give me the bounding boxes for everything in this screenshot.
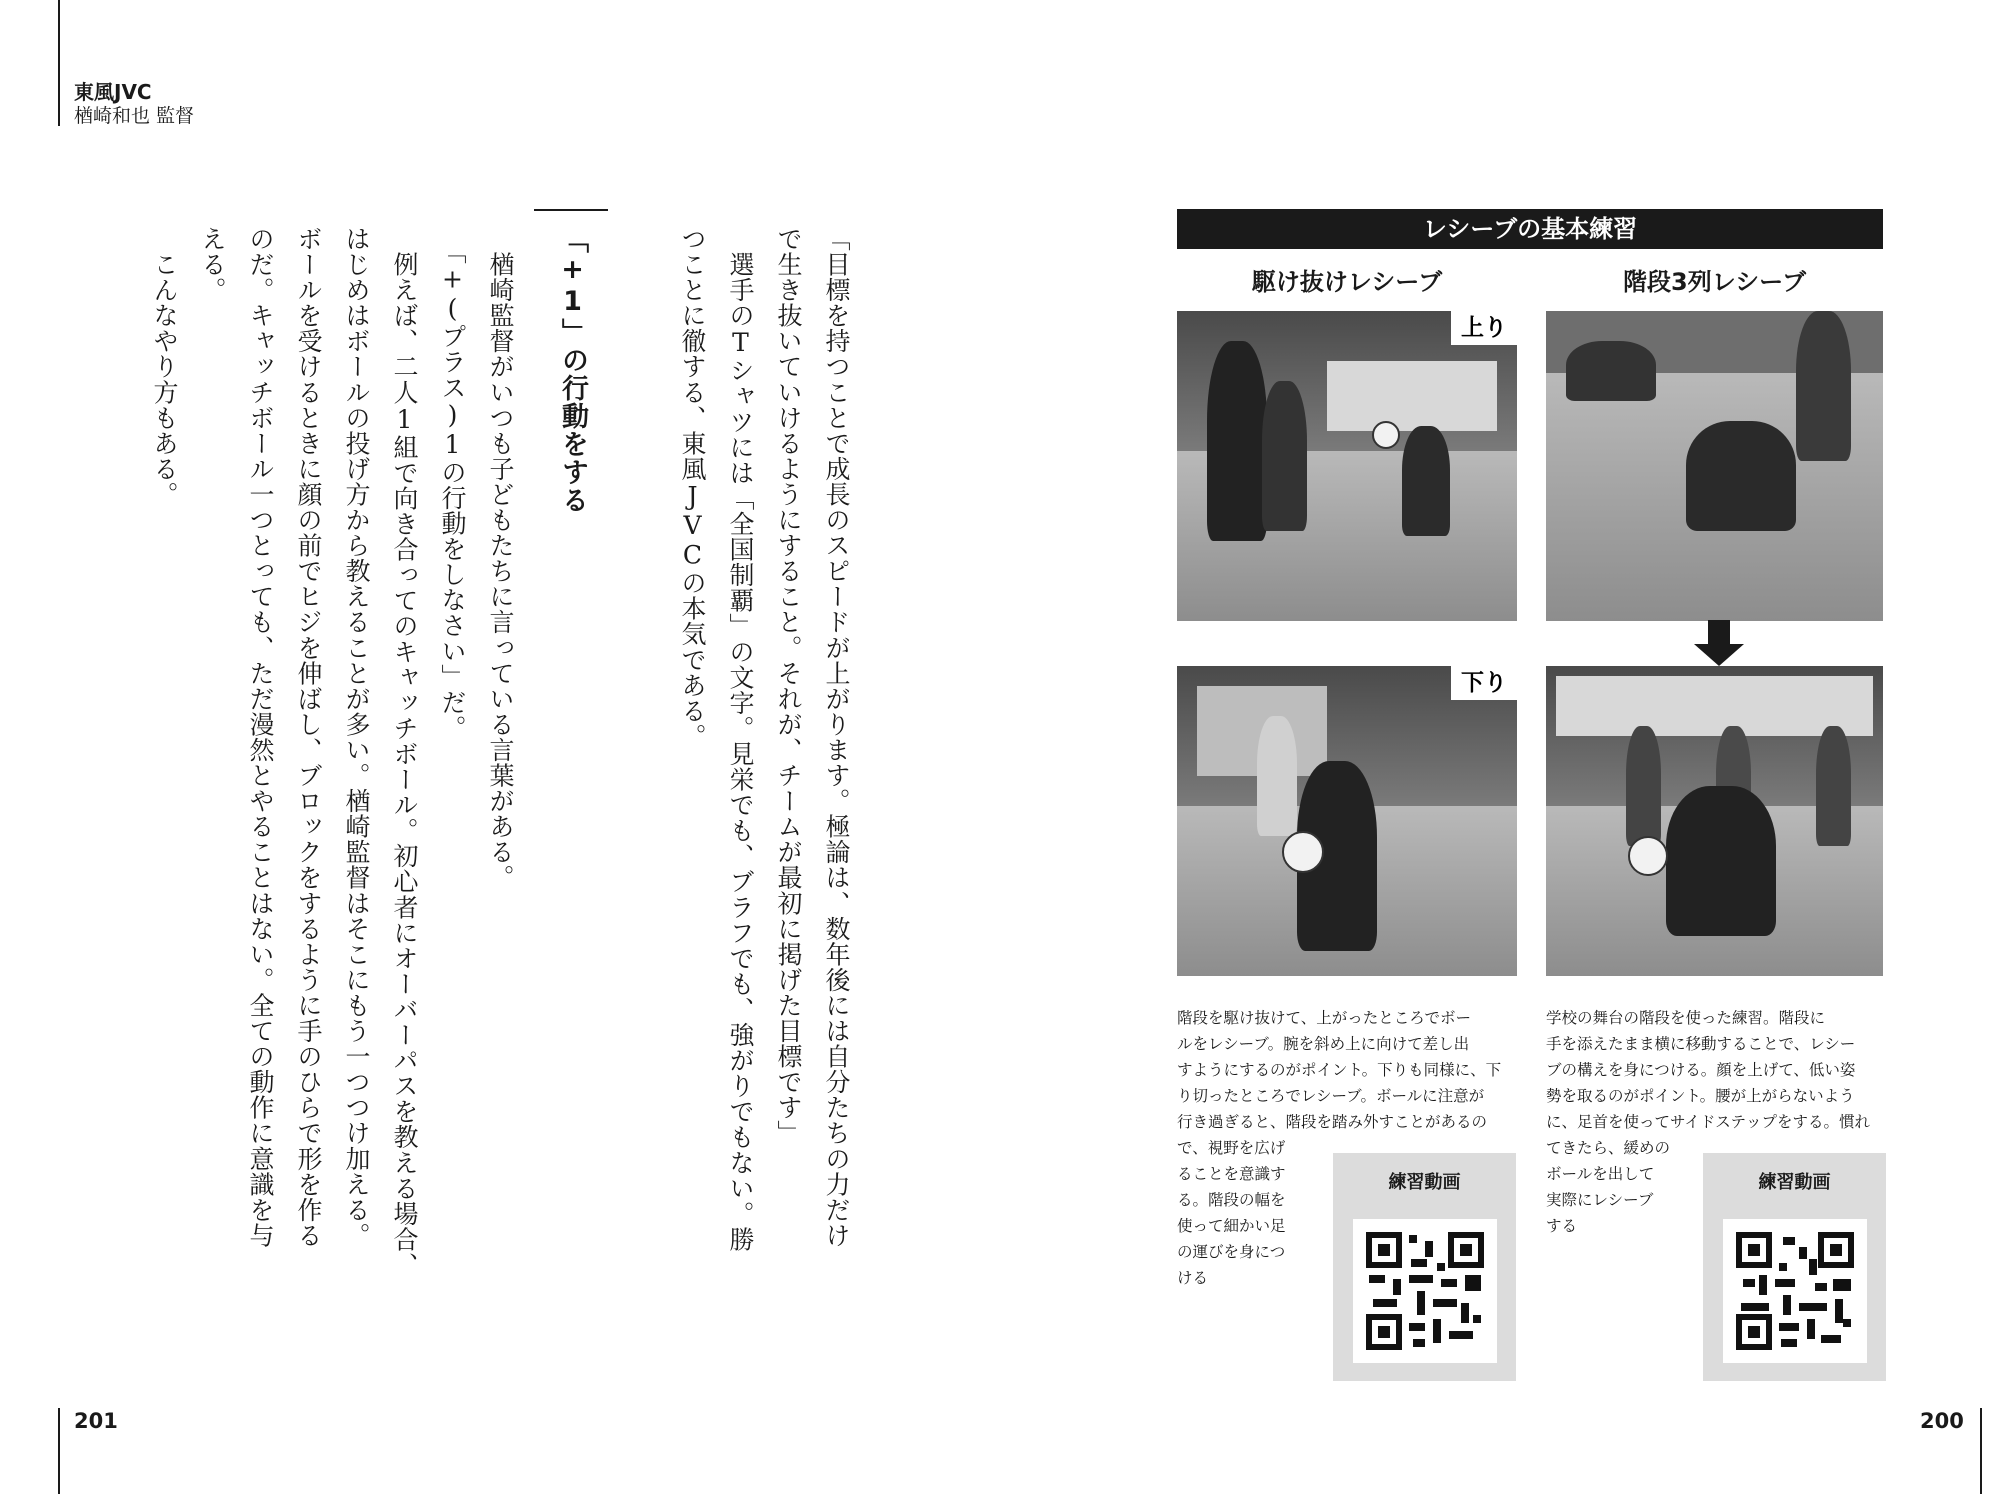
caption-line: る。階段の幅を xyxy=(1177,1191,1286,1209)
photo-stairs-top xyxy=(1546,311,1883,621)
caption-line: 手を添えたまま横に移動することで、レシー xyxy=(1546,1035,1856,1053)
caption-line: 学校の舞台の階段を使った練習。階段に xyxy=(1546,1009,1826,1027)
running-header-team: 東風JVC xyxy=(74,80,152,104)
page-number-right: 200 xyxy=(1920,1409,1964,1433)
caption-line: 勢を取るのがポイント。腰が上がらないよう xyxy=(1546,1087,1855,1105)
caption-line: で、視野を広げ xyxy=(1177,1139,1286,1157)
qr-code-icon[interactable] xyxy=(1723,1219,1867,1363)
caption-line: 行き過ぎると、階段を踏み外すことがあるの xyxy=(1177,1113,1488,1131)
text-column: 楢崎監督がいつも子どもたちに言っている言葉がある。 xyxy=(486,226,515,891)
right-subtitle: 階段3列レシーブ xyxy=(1623,268,1806,296)
caption-line: ける xyxy=(1177,1269,1209,1287)
caption-line: り切ったところでレシーブ。ボールに注意が xyxy=(1177,1087,1485,1105)
caption-line: する xyxy=(1546,1217,1578,1235)
caption-line: に、足首を使ってサイドステップをする。慣れ xyxy=(1546,1113,1870,1131)
text-column: こんなやり方もある。 xyxy=(150,226,179,508)
caption-line: てきたら、緩めの xyxy=(1546,1139,1671,1157)
running-header-coach: 楢崎和也 監督 xyxy=(74,105,195,127)
text-column: 「目標を持つことで成長のスピードが上がります。極論は、数年後には自分たちの力だけ xyxy=(822,226,851,1248)
qr-label: 練習動画 xyxy=(1388,1172,1461,1193)
heading-rule xyxy=(534,209,608,211)
left-margin-rule-bottom xyxy=(58,1408,60,1494)
photo-receive-up xyxy=(1177,311,1517,621)
text-column: つことに徹する、東風JVCの本気である。 xyxy=(678,226,707,749)
text-column: 例えば、二人1組で向き合ってのキャッチボール。初心者にオーバーパスを教える場合、 xyxy=(390,226,419,1278)
photo-stairs-bottom xyxy=(1546,666,1883,976)
left-subtitle: 駆け抜けレシーブ xyxy=(1251,268,1443,296)
panel-title: レシーブの基本練習 xyxy=(1177,209,1883,249)
page-number-left: 201 xyxy=(74,1409,118,1433)
tag-down: 下り xyxy=(1451,666,1517,700)
down-arrow-icon xyxy=(1708,620,1730,644)
caption-line: の運びを身につ xyxy=(1177,1243,1286,1261)
photo-receive-down xyxy=(1177,666,1517,976)
caption-line: 階段を駆け抜けて、上がったところでボー xyxy=(1177,1009,1472,1027)
text-column: のだ。キャッチボール一つとっても、ただ漫然とやることはない。全ての動作に意識を与 xyxy=(246,226,275,1248)
qr-box-left[interactable] xyxy=(1333,1153,1516,1381)
caption-line: ルをレシーブ。腕を斜め上に向けて差し出 xyxy=(1177,1035,1470,1053)
text-column: はじめはボールの投げ方から教えることが多い。楢崎監督はそこにもう一つつけ加える。 xyxy=(342,226,371,1248)
qr-label: 練習動画 xyxy=(1758,1172,1831,1193)
text-column: える。 xyxy=(198,226,227,303)
caption-line: 実際にレシーブ xyxy=(1546,1191,1654,1209)
right-margin-rule-bottom xyxy=(1980,1408,1982,1494)
tag-up: 上り xyxy=(1451,311,1517,345)
text-column: 「+(プラス)1の行動をしなさい」だ。 xyxy=(438,226,467,741)
arrow-head-icon xyxy=(1694,644,1744,666)
caption-line: すようにするのがポイント。下りも同様に、下 xyxy=(1177,1061,1502,1079)
caption-line: ブの構えを身につける。顔を上げて、低い姿 xyxy=(1546,1061,1856,1079)
section-heading: 「+1」の行動をする xyxy=(557,226,588,514)
left-margin-rule-top xyxy=(58,0,60,126)
qr-box-right[interactable] xyxy=(1703,1153,1886,1381)
text-column: で生き抜いていけるようにすること。それが、チームが最初に掲げた目標です」 xyxy=(774,226,803,1146)
caption-line: 使って細かい足 xyxy=(1177,1217,1286,1235)
text-column: ボールを受けるときに顔の前でヒジを伸ばし、ブロックをするように手のひらで形を作る xyxy=(294,226,323,1248)
caption-line: ることを意識す xyxy=(1177,1165,1286,1183)
text-column: 選手のTシャツには「全国制覇」の文字。見栄でも、ブラフでも、強がりでもない。勝 xyxy=(726,226,755,1252)
caption-line: ボールを出して xyxy=(1546,1165,1655,1183)
qr-code-icon[interactable] xyxy=(1353,1219,1497,1363)
